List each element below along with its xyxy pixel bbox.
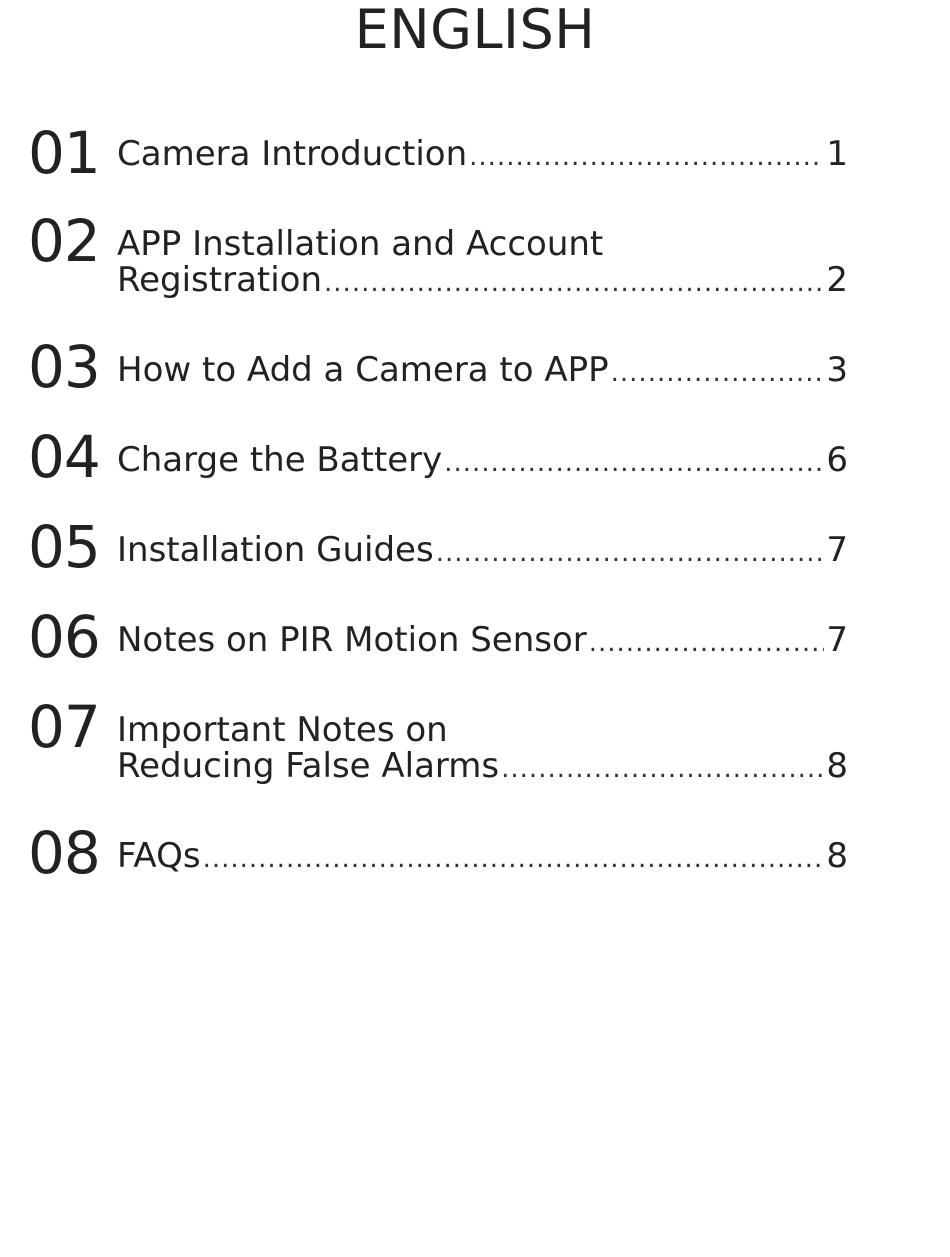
dot-leader [203, 841, 825, 877]
toc-entry-page: 1 [826, 134, 848, 174]
toc-entry-title-continued: Reducing False Alarms [117, 746, 500, 786]
toc-entry-page: 8 [826, 836, 848, 876]
dot-leader [324, 265, 824, 301]
dot-leader [611, 355, 825, 391]
dot-leader [589, 625, 825, 661]
toc-entry-title: Important Notes on [117, 710, 448, 750]
toc-entry-page: 2 [826, 260, 848, 300]
toc-entry-title: FAQs [117, 836, 201, 876]
toc-entry-title: Charge the Battery [117, 440, 443, 480]
toc-entry-title-continued: Registration [117, 260, 323, 300]
toc-entry-number: 08 [28, 819, 100, 887]
dot-leader [444, 445, 824, 481]
toc-entry-page: 6 [826, 440, 848, 480]
toc-entry-number: 01 [28, 119, 100, 187]
toc-entry-title: APP Installation and Account [117, 224, 604, 264]
page-title: ENGLISH [354, 0, 596, 61]
toc-entry-page: 8 [826, 746, 848, 786]
toc-entry-title: Notes on PIR Motion Sensor [117, 620, 587, 660]
toc-entry-number: 04 [28, 423, 100, 491]
toc-entry-page: 7 [826, 530, 848, 570]
dot-leader [469, 139, 824, 175]
dot-leader [501, 751, 824, 787]
toc-entry-page: 3 [826, 350, 848, 390]
toc-entry-number: 07 [28, 693, 100, 761]
toc-entry-title: Camera Introduction [117, 134, 468, 174]
toc-entry-number: 05 [28, 513, 100, 581]
toc-entry-title: How to Add a Camera to APP [117, 350, 609, 390]
dot-leader [436, 535, 825, 571]
toc-entry-number: 02 [28, 207, 100, 275]
toc-entry-title: Installation Guides [117, 530, 434, 570]
toc-entry-number: 03 [28, 333, 100, 401]
toc-entry-page: 7 [826, 620, 848, 660]
toc-entry-number: 06 [28, 603, 100, 671]
